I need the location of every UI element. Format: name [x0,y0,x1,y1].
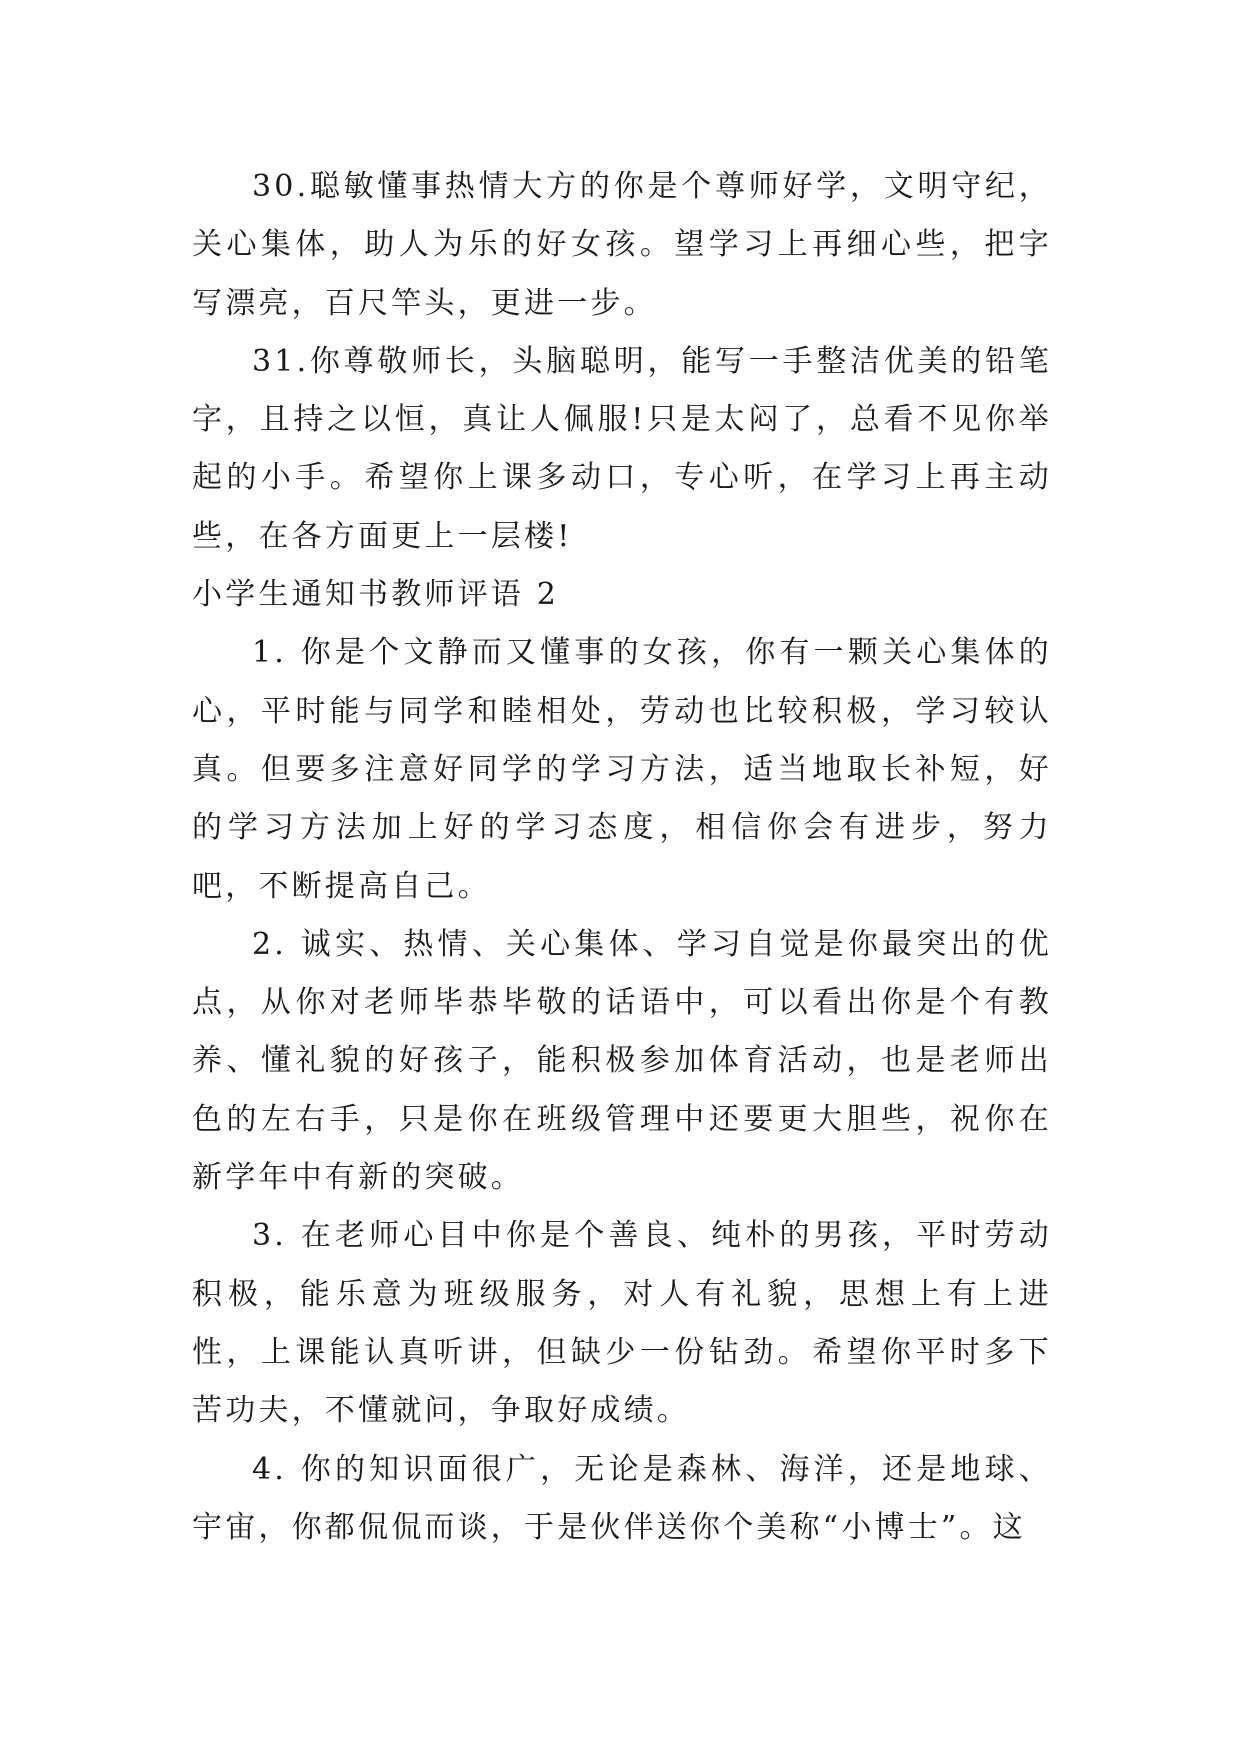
comment-paragraph-3: 3. 在老师心目中你是个善良、纯朴的男孩，平时劳动积极，能乐意为班级服务，对人有礼貌，思想上有上进性，上课能认真听讲，但缺少一份钻劲。希望你平时多下苦功夫，不懂就问，争取好成绩。 [192,1218,1052,1429]
comment-paragraph-4: 4. 你的知识面很广，无论是森林、海洋，还是地球、宇宙，你都侃侃而谈，于是伙伴送你个美称“小博士”。这 [192,1451,1052,1545]
comment-paragraph-1: 1. 你是个文静而又懂事的女孩，你有一颗关心集体的心，平时能与同学和睦相处，劳动也比较积极，学习较认真。但要多注意好同学的学习方法，适当地取长补短，好的学习方法加上好的学习态度，相信你会有进步，努力吧，不断提高自己。 [192,635,1052,904]
section-title: 小学生通知书教师评语 2 [192,577,560,613]
comment-paragraph-31: 31.你尊敬师长，头脑聪明，能写一手整洁优美的铅笔字，且持之以恒，真让人佩服!只是太闷了，总看不见你举起的小手。希望你上课多动口，专心听，在学习上再主动些，在各方面更上一层楼! [192,343,1052,554]
comment-paragraph-30: 30.聪敏懂事热情大方的你是个尊师好学，文明守纪，关心集体，助人为乐的好女孩。望学习上再细心些，把字写漂亮，百尺竿头，更进一步。 [192,169,1052,321]
document-page [192,158,1052,1557]
comment-paragraph-2: 2. 诚实、热情、关心集体、学习自觉是你最突出的优点，从你对老师毕恭毕敬的话语中，可以看出你是个有教养、懂礼貌的好孩子，能积极参加体育活动，也是老师出色的左右手，只是你在班级管理中还要更大胆些，祝你在新学年中有新的突破。 [192,926,1052,1196]
